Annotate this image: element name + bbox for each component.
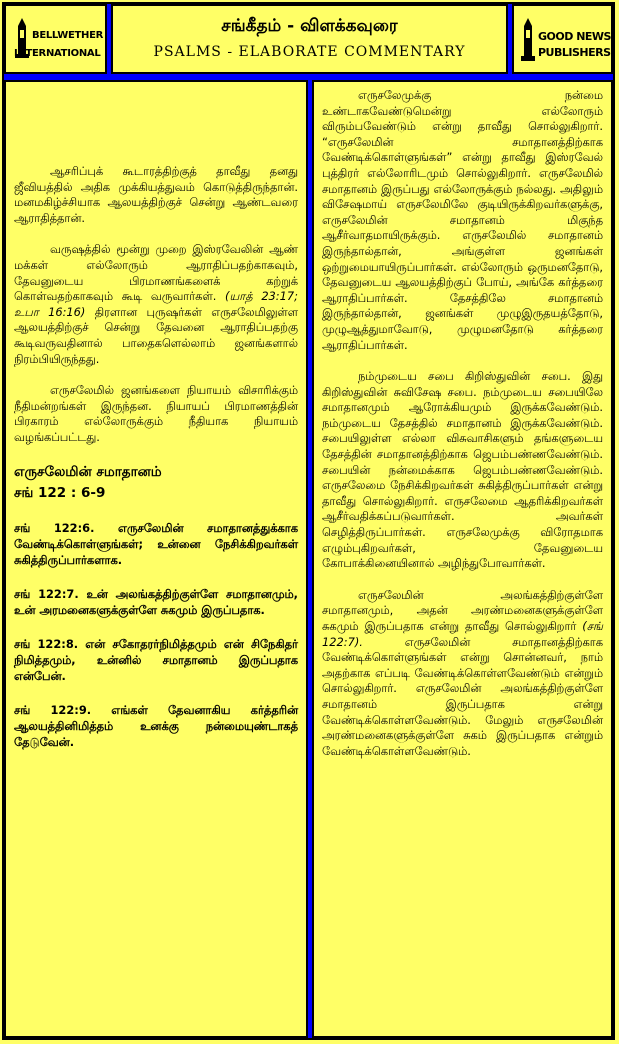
- bellwether-logo: [12, 16, 102, 64]
- paragraph-text: வருஷத்தில் மூன்று முறை இஸ்ரவேலின் ஆண் மக்கள் எல்லோரும் ஆராதிப்பதற்காகவும், தேவனுடைய பிரமாணங்களைக் கற்றுக் கொள்வதற்காகவும் கூடி வருவார்கள்.: [14, 242, 298, 304]
- paragraph: ஆசரிப்புக் கூடாரத்திற்குத் தாவீது தனது ஜீவியத்தில் அதிக முக்கியத்துவம் கொடுத்திருந்தான். மனமகிழ்ச்சியாக ஆலயத்திற்குச் சென்று ஆண்டவரை ஆராதித்தான்.: [14, 164, 298, 225]
- paragraph: [322, 588, 603, 760]
- paragraph: [14, 242, 298, 367]
- title-box: [111, 4, 508, 74]
- section-heading: [14, 462, 298, 504]
- bell-tower-icon: [520, 18, 536, 62]
- paragraph: எருசலேமுக்கு நன்மை உண்டாகவேண்டுமென்று எல்லோரும் விரும்பவேண்டும் என்று தாவீது சொல்லுகிறார். “எருசலேமின் சமாதானத்திற்காக வேண்டிக்கொள்ளுங்கள்” என்று தாவீது இஸ்ரவேல் புத்திரர் எல்லோரிடமும் சொல்லுகிறார். எருசலேமில் சமாதானம் இருப்பது எல்லோருக்கும் நல்லது. அதிலும் விசேஷமாய் எருசலேமிலே குடியிருக்கிறவர்களுக்கு, எருசலேமின் சமாதானம் மிகுந்த ஆசீர்வாதமாயிருக்கும். எருசலேமில் சமாதானம் இருந்தால்தான், அங்குள்ள ஜனங்கள் ஒற்றுமையாயிருப்பார்கள். எல்லோரும் ஒருமனதோடு, தேவனுடைய ஆலயத்திற்குப் போய், அங்கே கர்த்தரை ஆராதிப்பார்கள். தேசத்திலே சமாதானம் இருந்தால்தான், ஜனங்கள் முழுஇருதயத்தோடு, முழுஆத்துமாவோடு, முழுமனதோடு கர்த்தரை ஆராதிப்பார்கள்.: [322, 88, 603, 352]
- right-column: [312, 80, 613, 1038]
- left-column: [4, 80, 308, 1038]
- verse: சங் 122:7. உன் அலங்கத்திற்குள்ளே சமாதானமும், உன் அரமனைகளுக்குள்ளே சுகமும் இருப்பதாக.: [14, 586, 298, 617]
- logo-line-2: PUBLISHERS: [538, 46, 611, 59]
- page-title-tamil: சங்கீதம் - விளக்கவுரை: [221, 16, 398, 36]
- verse: சங் 122:9. எங்கள் தேவனாகிய கர்த்தரின் ஆலயத்தினிமித்தம் உனக்கு நன்மையுண்டாகத் தேடுவேன்.: [14, 702, 298, 749]
- paragraph: நம்முடைய சபை கிறிஸ்துவின் சபை. இது கிறிஸ்துவின் சுவிசேஷ சபை. நம்முடைய சபையிலே சமாதானமும் ஆரோக்கியமும் இருக்கவேண்டும். நம்முடைய தேசத்தில் சமாதானம் இருக்கவேண்டும். சபையிலுள்ள எல்லா விசுவாசிகளும் தங்களுடைய தேசத்தின் சமாதானத்திற்காக ஜெபம்பண்ணவேண்டும். சபையின் நன்மைக்காக ஜெபம்பண்ணவேண்டும். எருசலேமை நேசிக்கிறவர்கள் சுகித்திருப்பார்கள் என்று தாவீது சொல்லுகிறார். எருசலேமை ஆதரிக்கிறவர்கள் ஆசீர்வதிக்கப்படுவார்கள். அவர்கள் செழித்திருப்பார்கள். எருசலேமுக்கு விரோதமாக எழும்புகிறவர்கள், தேவனுடைய கோபாக்கினையினால் அழிந்துபோவார்கள்.: [322, 369, 603, 571]
- page-title-english: PSALMS - ELABORATE COMMENTARY: [153, 44, 466, 60]
- verse: சங் 122:6. எருசலேமின் சமாதானத்துக்காக வேண்டிக்கொள்ளுங்கள்; உன்னை நேசிக்கிறவர்கள் சுகித்திருப்பார்களாக.: [14, 520, 298, 567]
- right-column-text: [322, 88, 603, 759]
- scripture-reference: (யாத் 23:17; உபா 16:16): [14, 289, 298, 319]
- logo-line-1: BELLWETHER: [32, 30, 104, 41]
- paragraph-text: திரளான புருஷர்கள் எருசலேமிலுள்ள ஆலயத்திற்குச் சென்று தேவனை ஆராதிப்பதற்கு கூடிவருவதினால் பாதைகளெல்லாம் ஜனங்களால் நிரம்பியிருந்தது.: [14, 304, 298, 366]
- paragraph-text: எருசலேமின் அலங்கத்திற்குள்ளே சமாதானமும், அதன் அரண்மனைகளுக்குள்ளே சுகமும் இருப்பதாக என்று தாவீது சொல்லுகிறார்: [322, 587, 603, 633]
- section-heading-reference: சங் 122 : 6-9: [14, 484, 106, 501]
- verse: சங் 122:8. என் சகோதரர்நிமித்தமும் என் சிநேகிதர் நிமித்தமும், உன்னில் சமாதானம் இருப்பதாக என்பேன்.: [14, 636, 298, 683]
- left-column-text: [14, 164, 298, 446]
- publisher-logo-box: [4, 4, 107, 74]
- logo-line-2: INTERNATIONAL: [14, 48, 101, 59]
- publisher-logo-box-right: [512, 4, 613, 74]
- logo-line-1: GOOD NEWS: [538, 30, 611, 43]
- scripture-reference: (சங் 122:7).: [322, 619, 603, 649]
- good-news-logo: [520, 18, 611, 66]
- paragraph-text: எருசலேமின் சமாதானத்திற்காக வேண்டிக்கொள்ளுங்கள் என்று சொன்னவர், நாம் அதற்காக எப்படி வேண்டிக்கொள்ளவேண்டும் என்றும் சொல்லுகிறார். எருசலேமின் அலங்கத்திற்குள்ளே சமாதானம் இருப்பதாக என்று வேண்டிக்கொள்ளவேண்டும். மேலும் எருசலேமின் அரண்மனைகளுக்குள்ளே சுகம் இருப்பதாக என்றும் வேண்டிக்கொள்ளவேண்டும்.: [322, 634, 603, 758]
- paragraph: எருசலேமில் ஜனங்களை நியாயம் விசாரிக்கும் நீதிமன்றங்கள் இருந்தன. நியாயப் பிரமாணத்தின் பிரகாரம் எல்லோருக்கும் நீதியாக நியாயம் வழங்கப்பட்டது.: [14, 383, 298, 444]
- section-heading-title: எருசலேமின் சமாதானம்: [14, 463, 162, 480]
